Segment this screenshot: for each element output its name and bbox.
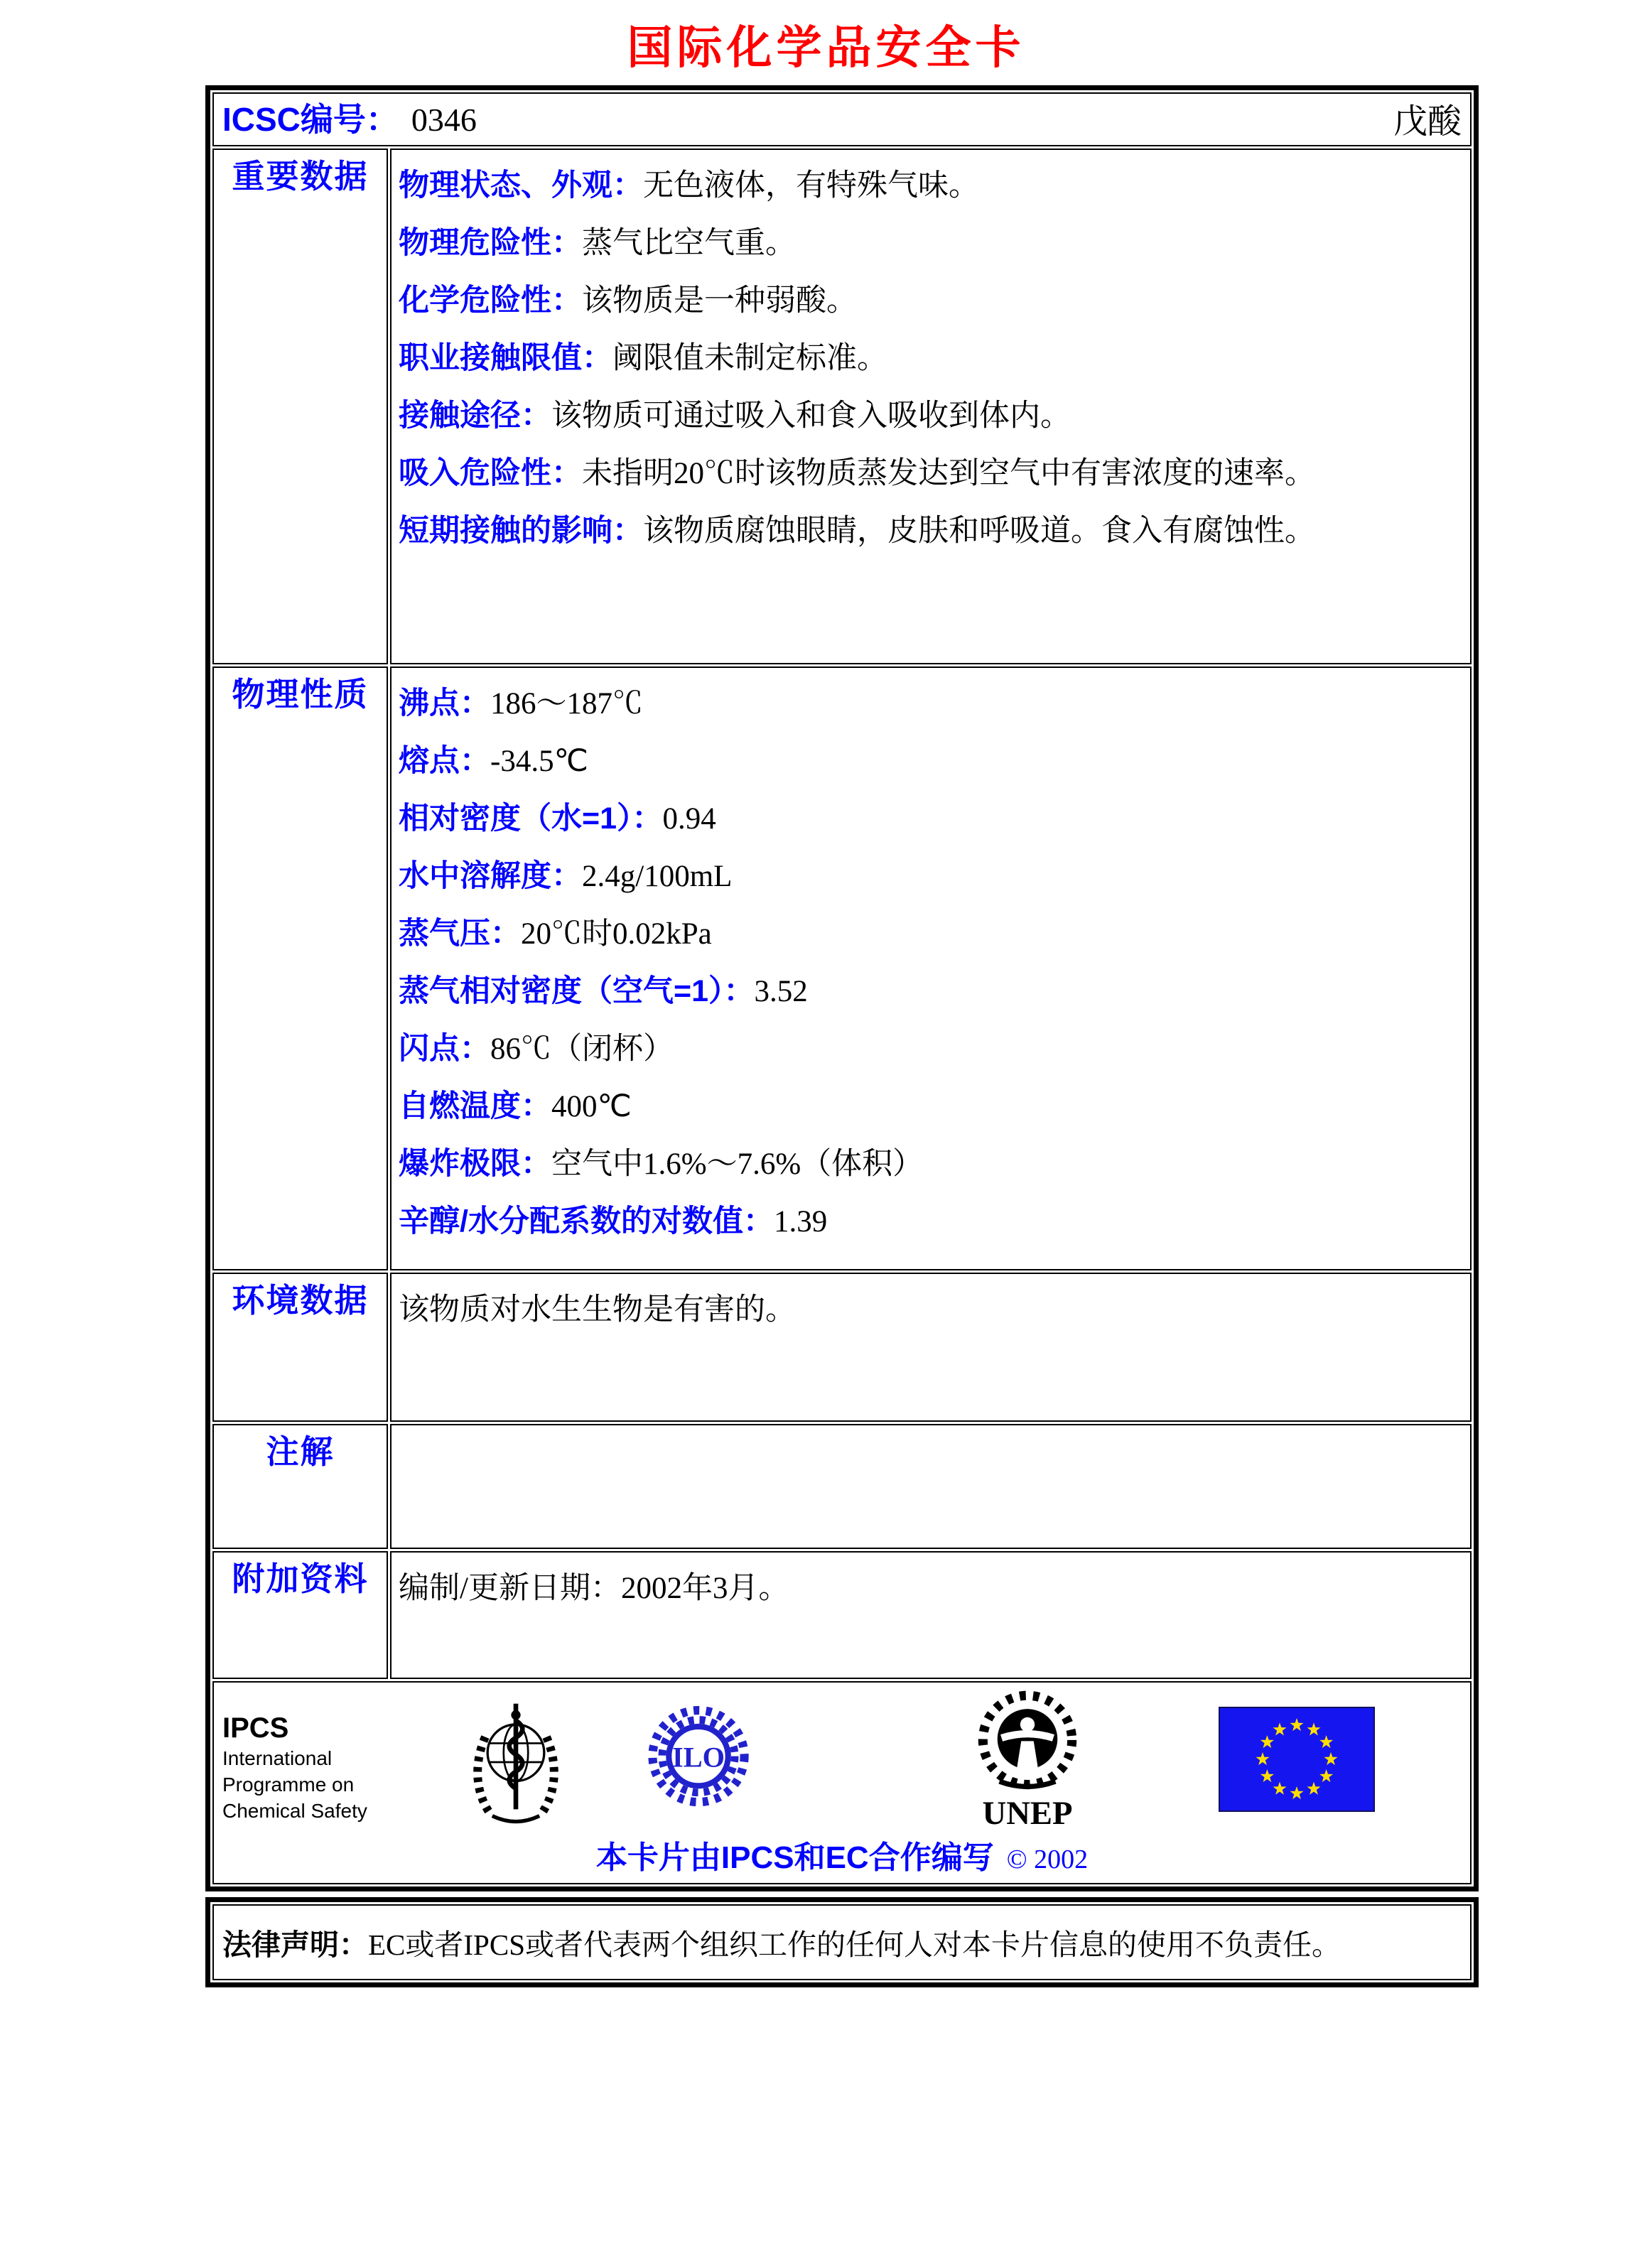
property-value: 86℃（闭杯） [490,1032,674,1066]
ipcs-subtitle-line: Chemical Safety [222,1800,367,1822]
property-line [399,1560,1463,1617]
section-label-notes: 注解 [212,1424,388,1549]
eu-flag [1219,1707,1375,1812]
caption-text: 本卡片由IPCS和EC合作编写 [595,1840,994,1875]
property-key: 接触途径： [399,399,551,433]
property-value: 该物质可通过吸入和食入吸收到体内。 [551,399,1071,433]
who-logo [464,1690,568,1835]
property-line [399,272,1463,330]
property-line [399,387,1463,445]
property-key: 闪点： [399,1032,490,1066]
ilo-letters: ILO [671,1741,725,1774]
notes-row [212,1424,1472,1549]
cooperation-caption [214,1832,1470,1877]
property-key: 相对密度（水=1）： [399,801,663,836]
property-line [399,1281,1463,1339]
property-value: 2.4g/100mL [582,860,733,893]
ilo-logo [646,1693,751,1828]
property-key: 物理状态、外观： [399,168,643,203]
section-content-important [390,149,1472,664]
property-key: 辛醇/水分配系数的对数值： [399,1204,774,1238]
property-value: 蒸气比空气重。 [582,227,796,260]
property-line [399,675,1463,733]
property-line [399,963,1463,1020]
ipcs-subtitle-line: Programme on [222,1774,355,1796]
property-value: 400℃ [551,1090,632,1123]
property-key: 物理危险性： [399,226,582,260]
ipcs-text-block [222,1711,367,1824]
icsc-number-label: ICSC编号： [222,101,399,138]
property-value: 3.52 [754,975,808,1008]
property-value: 阈限值未制定标准。 [612,342,887,375]
property-key: 沸点： [399,686,490,720]
property-value: 20℃时0.02kPa [521,917,712,951]
property-line [399,330,1463,387]
section-label-additional: 附加资料 [212,1551,388,1679]
property-value: 186～187℃ [490,687,643,720]
property-line [399,1020,1463,1078]
legal-key: 法律声明： [222,1928,368,1961]
property-value: 未指明20℃时该物质蒸发达到空气中有害浓度的速率。 [582,457,1315,490]
legal-disclaimer-box [205,1897,1479,1987]
section-content-physical [390,666,1472,1270]
property-line [399,445,1463,502]
property-key: 蒸气压： [399,917,521,951]
logos-row [212,1681,1472,1884]
property-key: 吸入危险性： [399,456,582,490]
additional-info-row [212,1551,1472,1679]
header-cell [212,92,1472,146]
property-key: 熔点： [399,744,490,778]
property-value: 该物质腐蚀眼睛，皮肤和呼吸道。食入有腐蚀性。 [643,514,1315,548]
property-key: 短期接触的影响： [399,514,643,548]
section-content-environment [390,1273,1472,1422]
property-value: 该物质对水生生物是有害的。 [399,1293,796,1327]
header-row [212,92,1472,146]
property-line [399,848,1463,905]
icsc-number-value: 0346 [411,102,477,138]
property-line [399,905,1463,963]
section-label-physical: 物理性质 [212,666,388,1270]
property-value: -34.5℃ [490,745,588,778]
property-key: 蒸气相对密度（空气=1）： [399,974,755,1008]
ipcs-subtitle-line: International [222,1747,333,1769]
property-key: 化学危险性： [399,284,582,318]
property-line [399,1193,1463,1251]
property-line [399,502,1463,560]
section-content-additional [390,1551,1472,1679]
property-line [399,1135,1463,1193]
property-value: 无色液体，有特殊气味。 [643,169,979,203]
environment-data-row [212,1273,1472,1422]
property-value: 空气中1.6%～7.6%（体积） [551,1148,924,1181]
property-line [399,733,1463,790]
property-line [399,157,1463,215]
section-content-notes [390,1424,1472,1549]
property-line [399,790,1463,848]
ipcs-title: IPCS [222,1712,289,1744]
icsc-card-table [205,85,1479,1891]
property-value: 0.94 [662,802,716,836]
logos-cell [212,1681,1472,1884]
property-key: 编制/更新日期： [399,1572,621,1605]
legal-disclaimer-text [212,1904,1472,1980]
property-value: 该物质是一种弱酸。 [582,284,857,318]
section-label-environment: 环境数据 [212,1273,388,1422]
unep-logo [968,1688,1086,1833]
property-line [399,215,1463,272]
property-key: 职业接触限值： [399,341,612,375]
property-key: 水中溶解度： [399,859,582,893]
page-title: 国际化学品安全卡 [627,22,1025,73]
physical-properties-row [212,666,1472,1270]
unep-letters: UNEP [982,1794,1073,1832]
important-data-row [212,149,1472,664]
property-key: 自燃温度： [399,1089,551,1123]
chemical-name: 戊酸 [1393,103,1462,141]
property-value: 1.39 [773,1205,828,1238]
section-label-important: 重要数据 [212,149,388,664]
legal-value: EC或者IPCS或者代表两个组织工作的任何人对本卡片信息的使用不负责任。 [368,1928,1341,1961]
caption-year: © 2002 [1006,1845,1089,1874]
property-key: 爆炸极限： [399,1147,551,1181]
property-value: 2002年3月。 [620,1572,789,1605]
property-line [399,1078,1463,1135]
